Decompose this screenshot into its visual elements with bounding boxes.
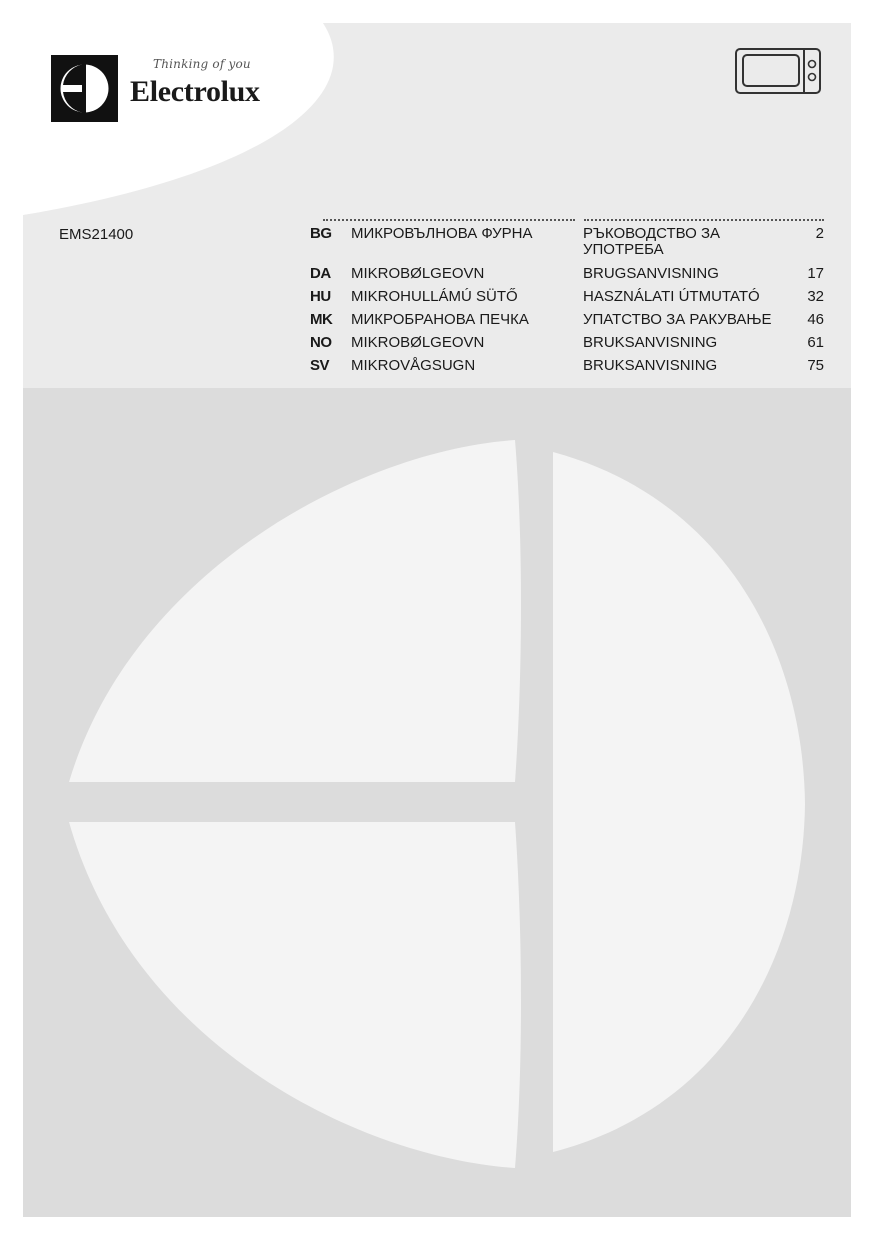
- language-code: NO: [310, 334, 332, 351]
- manual-title: УПАТСТВО ЗА РАКУВАЊЕ: [583, 311, 772, 328]
- dotted-rule: [323, 211, 575, 221]
- language-code: BG: [310, 225, 332, 242]
- brand-wordmark: Electrolux: [130, 75, 260, 108]
- language-code: SV: [310, 357, 330, 374]
- manual-title: HASZNÁLATI ÚTMUTATÓ: [583, 288, 760, 305]
- emblem-bottom-segment: [69, 822, 521, 1168]
- language-code: HU: [310, 288, 331, 305]
- product-title: MIKROHULLÁMÚ SÜTŐ: [351, 288, 518, 305]
- electrolux-emblem-icon: [23, 388, 851, 1217]
- emblem-right-segment: [553, 452, 805, 1152]
- page-number: 46: [807, 311, 824, 328]
- product-title: МИКРОВЪЛНОВА ФУРНА: [351, 225, 533, 242]
- emblem-top-segment: [69, 440, 521, 782]
- cover-page: [23, 23, 851, 1217]
- brand-tagline: Thinking of you: [153, 57, 251, 71]
- page-number: 61: [807, 334, 824, 351]
- manual-title: BRUKSANVISNING: [583, 357, 718, 374]
- manual-title: РЪКОВОДСТВО ЗА УПОТРЕБА: [583, 225, 721, 258]
- electrolux-logo-icon: [51, 55, 118, 122]
- manual-title: BRUGSANVISNING: [583, 265, 719, 282]
- manual-title: BRUKSANVISNING: [583, 334, 718, 351]
- product-title: MIKROVÅGSUGN: [351, 357, 476, 374]
- page-number: 75: [807, 357, 824, 374]
- header-swoosh: [23, 23, 851, 223]
- page-number: 32: [807, 288, 824, 305]
- model-number: EMS21400: [59, 226, 134, 243]
- microwave-icon: [734, 47, 822, 95]
- dotted-rule: [584, 211, 824, 221]
- product-title: МИКРОБРАНОВА ПЕЧКА: [351, 311, 529, 328]
- language-code: DA: [310, 265, 331, 282]
- page-number: 17: [807, 265, 824, 282]
- page-number: 2: [815, 225, 824, 242]
- product-title: MIKROBØLGEOVN: [351, 265, 485, 282]
- product-title: MIKROBØLGEOVN: [351, 334, 485, 351]
- language-code: MK: [310, 311, 333, 328]
